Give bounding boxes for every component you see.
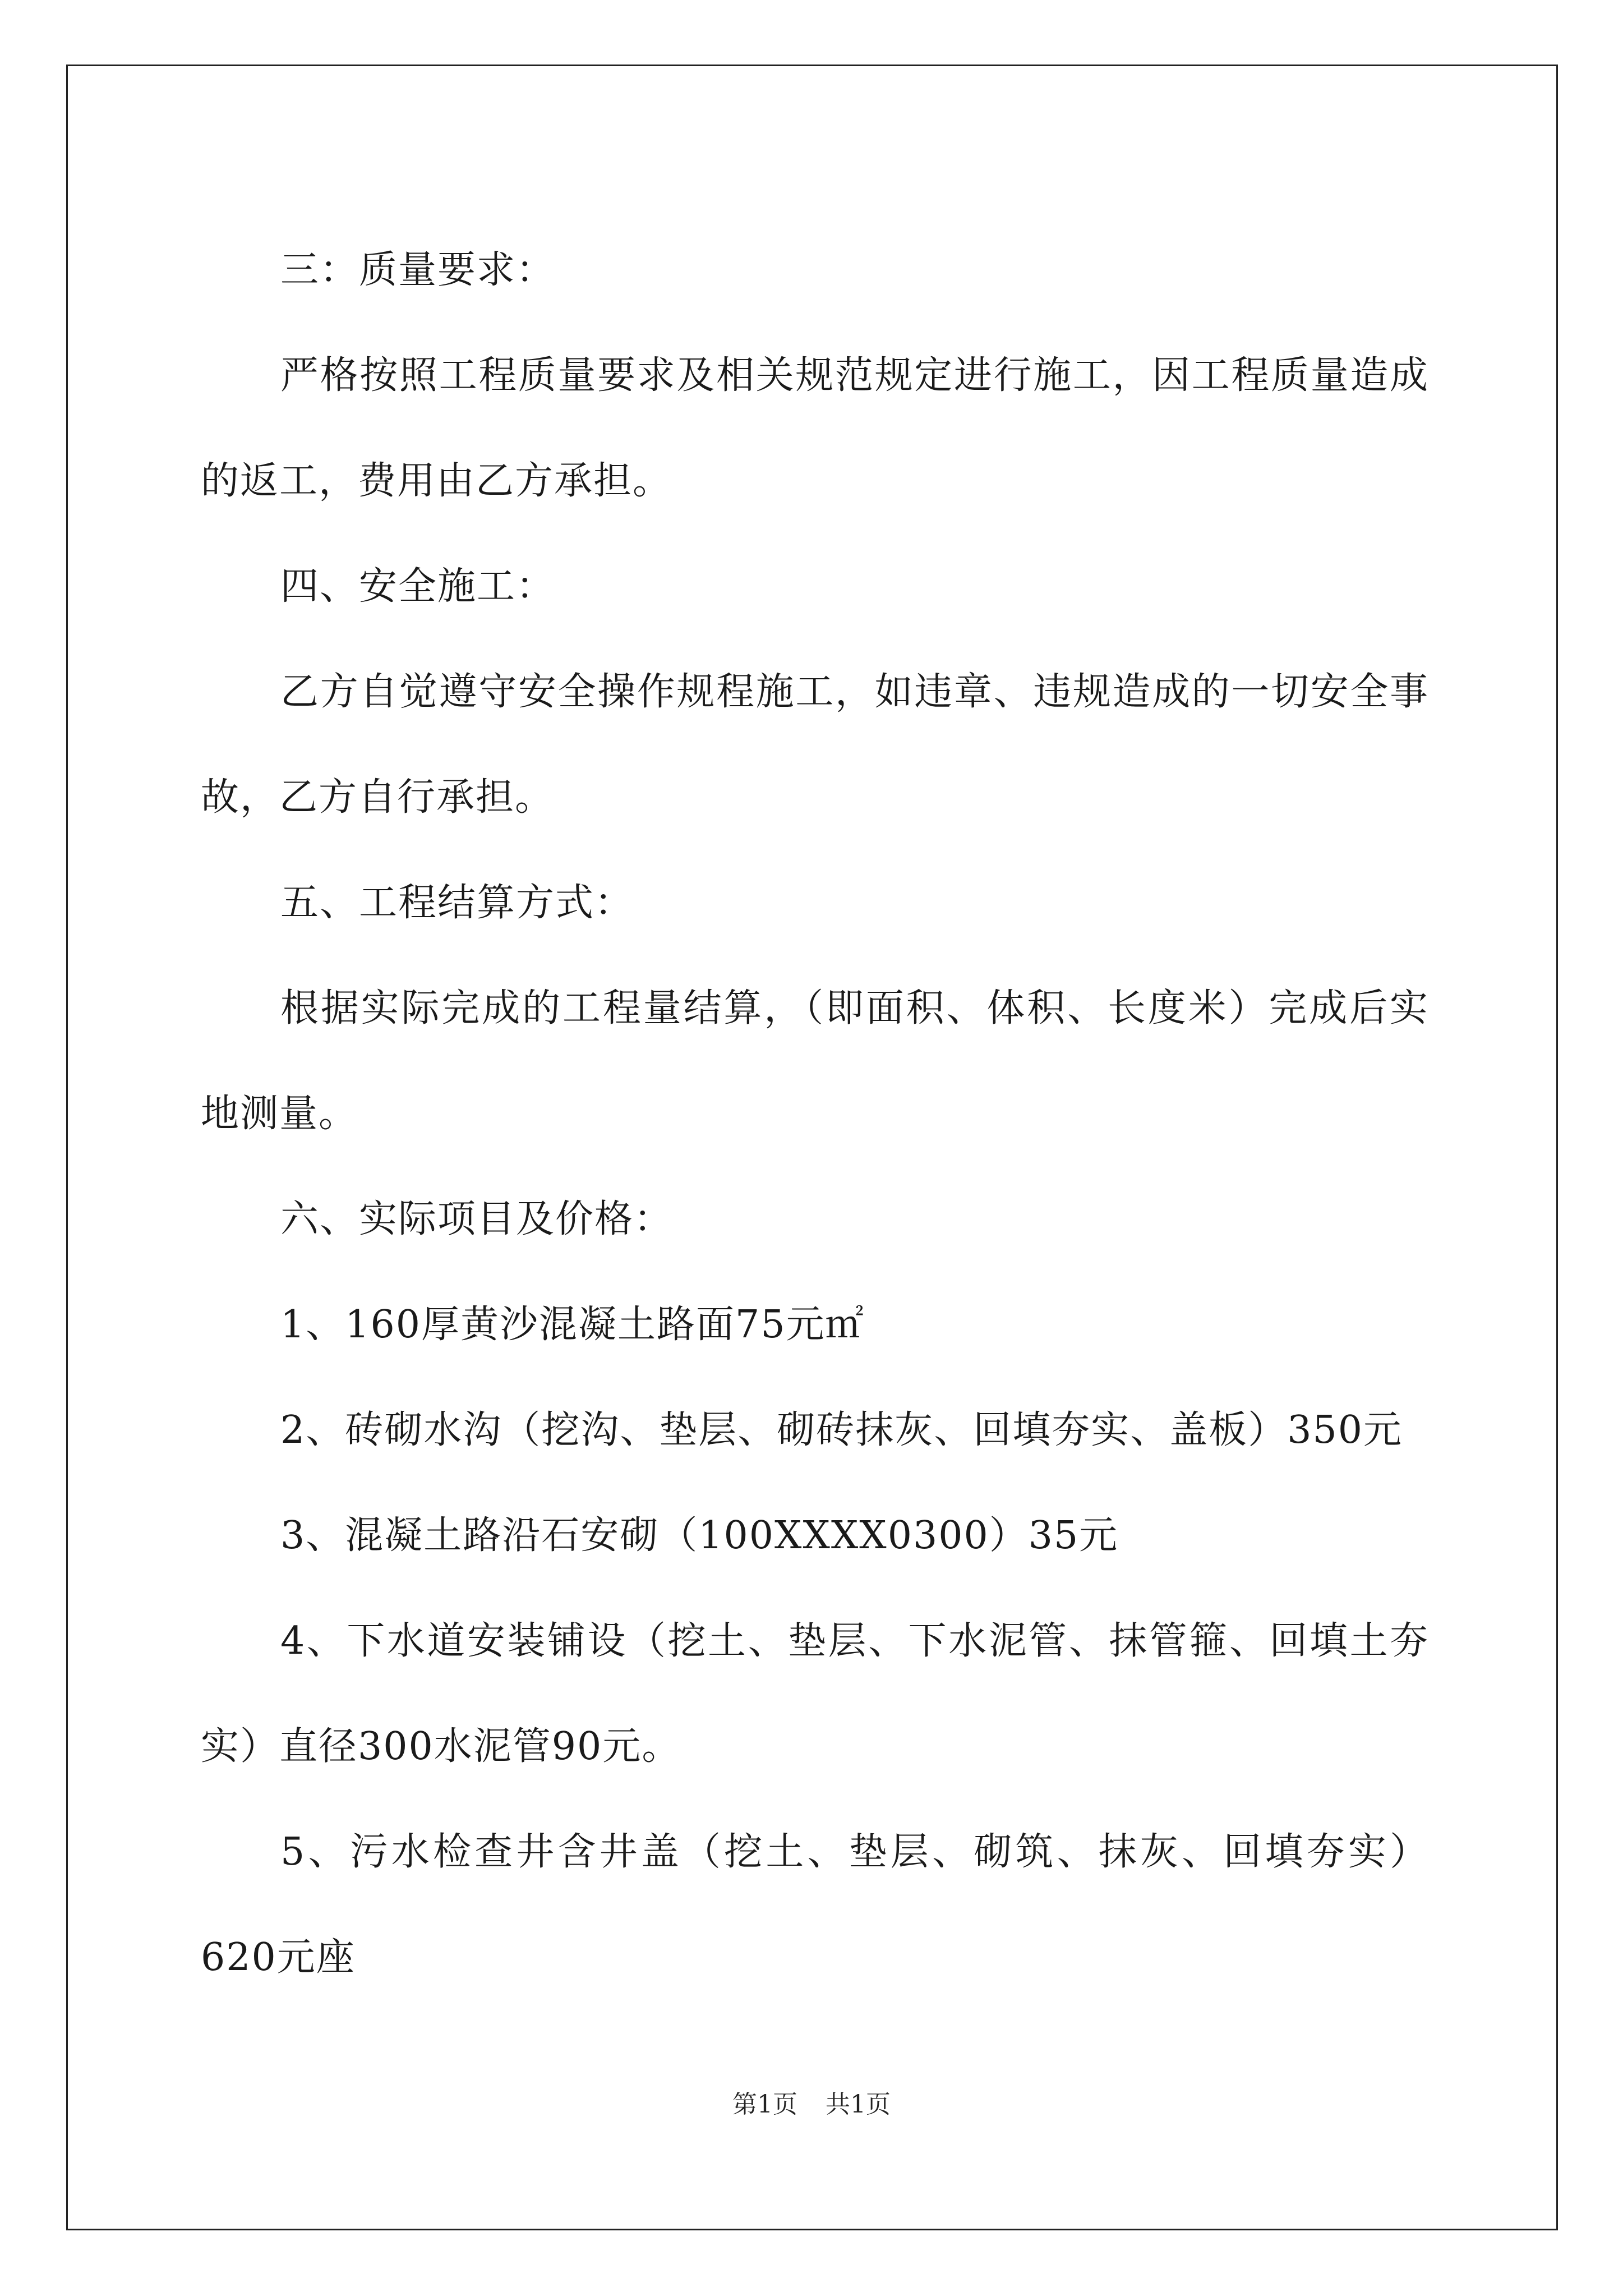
section-heading-safety: 四、安全施工： <box>280 564 556 609</box>
list-item: 2、砖砌水沟（挖沟、垫层、砌砖抹灰、回填夯实、盖板）350元 <box>280 1408 1403 1452</box>
page-number: 第1页 <box>732 2090 797 2119</box>
list-item: 3、混凝土路沿石安砌（100XXXX0300）35元 <box>280 1513 1119 1558</box>
document-body <box>201 218 1429 2010</box>
list-item: 4、下水道安装铺设（挖土、垫层、下水泥管、抹管箍、回填土夯实）直径300水泥管90元。 <box>201 1619 1429 1769</box>
list-item: 5、污水检查井含井盖（挖土、垫层、砌筑、抹灰、回填夯实）620元座 <box>201 1830 1429 1980</box>
paragraph-safety: 乙方自觉遵守安全操作规程施工，如违章、违规造成的一切安全事故，乙方自行承担。 <box>201 670 1429 820</box>
paragraph-settlement: 根据实际完成的工程量结算，（即面积、体积、长度米）完成后实地测量。 <box>201 986 1429 1136</box>
section-heading-items: 六、实际项目及价格： <box>280 1197 674 1241</box>
section-heading-settlement: 五、工程结算方式： <box>280 881 634 925</box>
section-heading-quality: 三：质量要求： <box>280 248 556 292</box>
page-total: 共1页 <box>826 2090 891 2119</box>
page-footer <box>0 2088 1623 2122</box>
paragraph-quality: 严格按照工程质量要求及相关规范规定进行施工，因工程质量造成的返工，费用由乙方承担。 <box>201 353 1429 503</box>
list-item: 1、160厚黄沙混凝土路面75元㎡ <box>280 1303 865 1347</box>
